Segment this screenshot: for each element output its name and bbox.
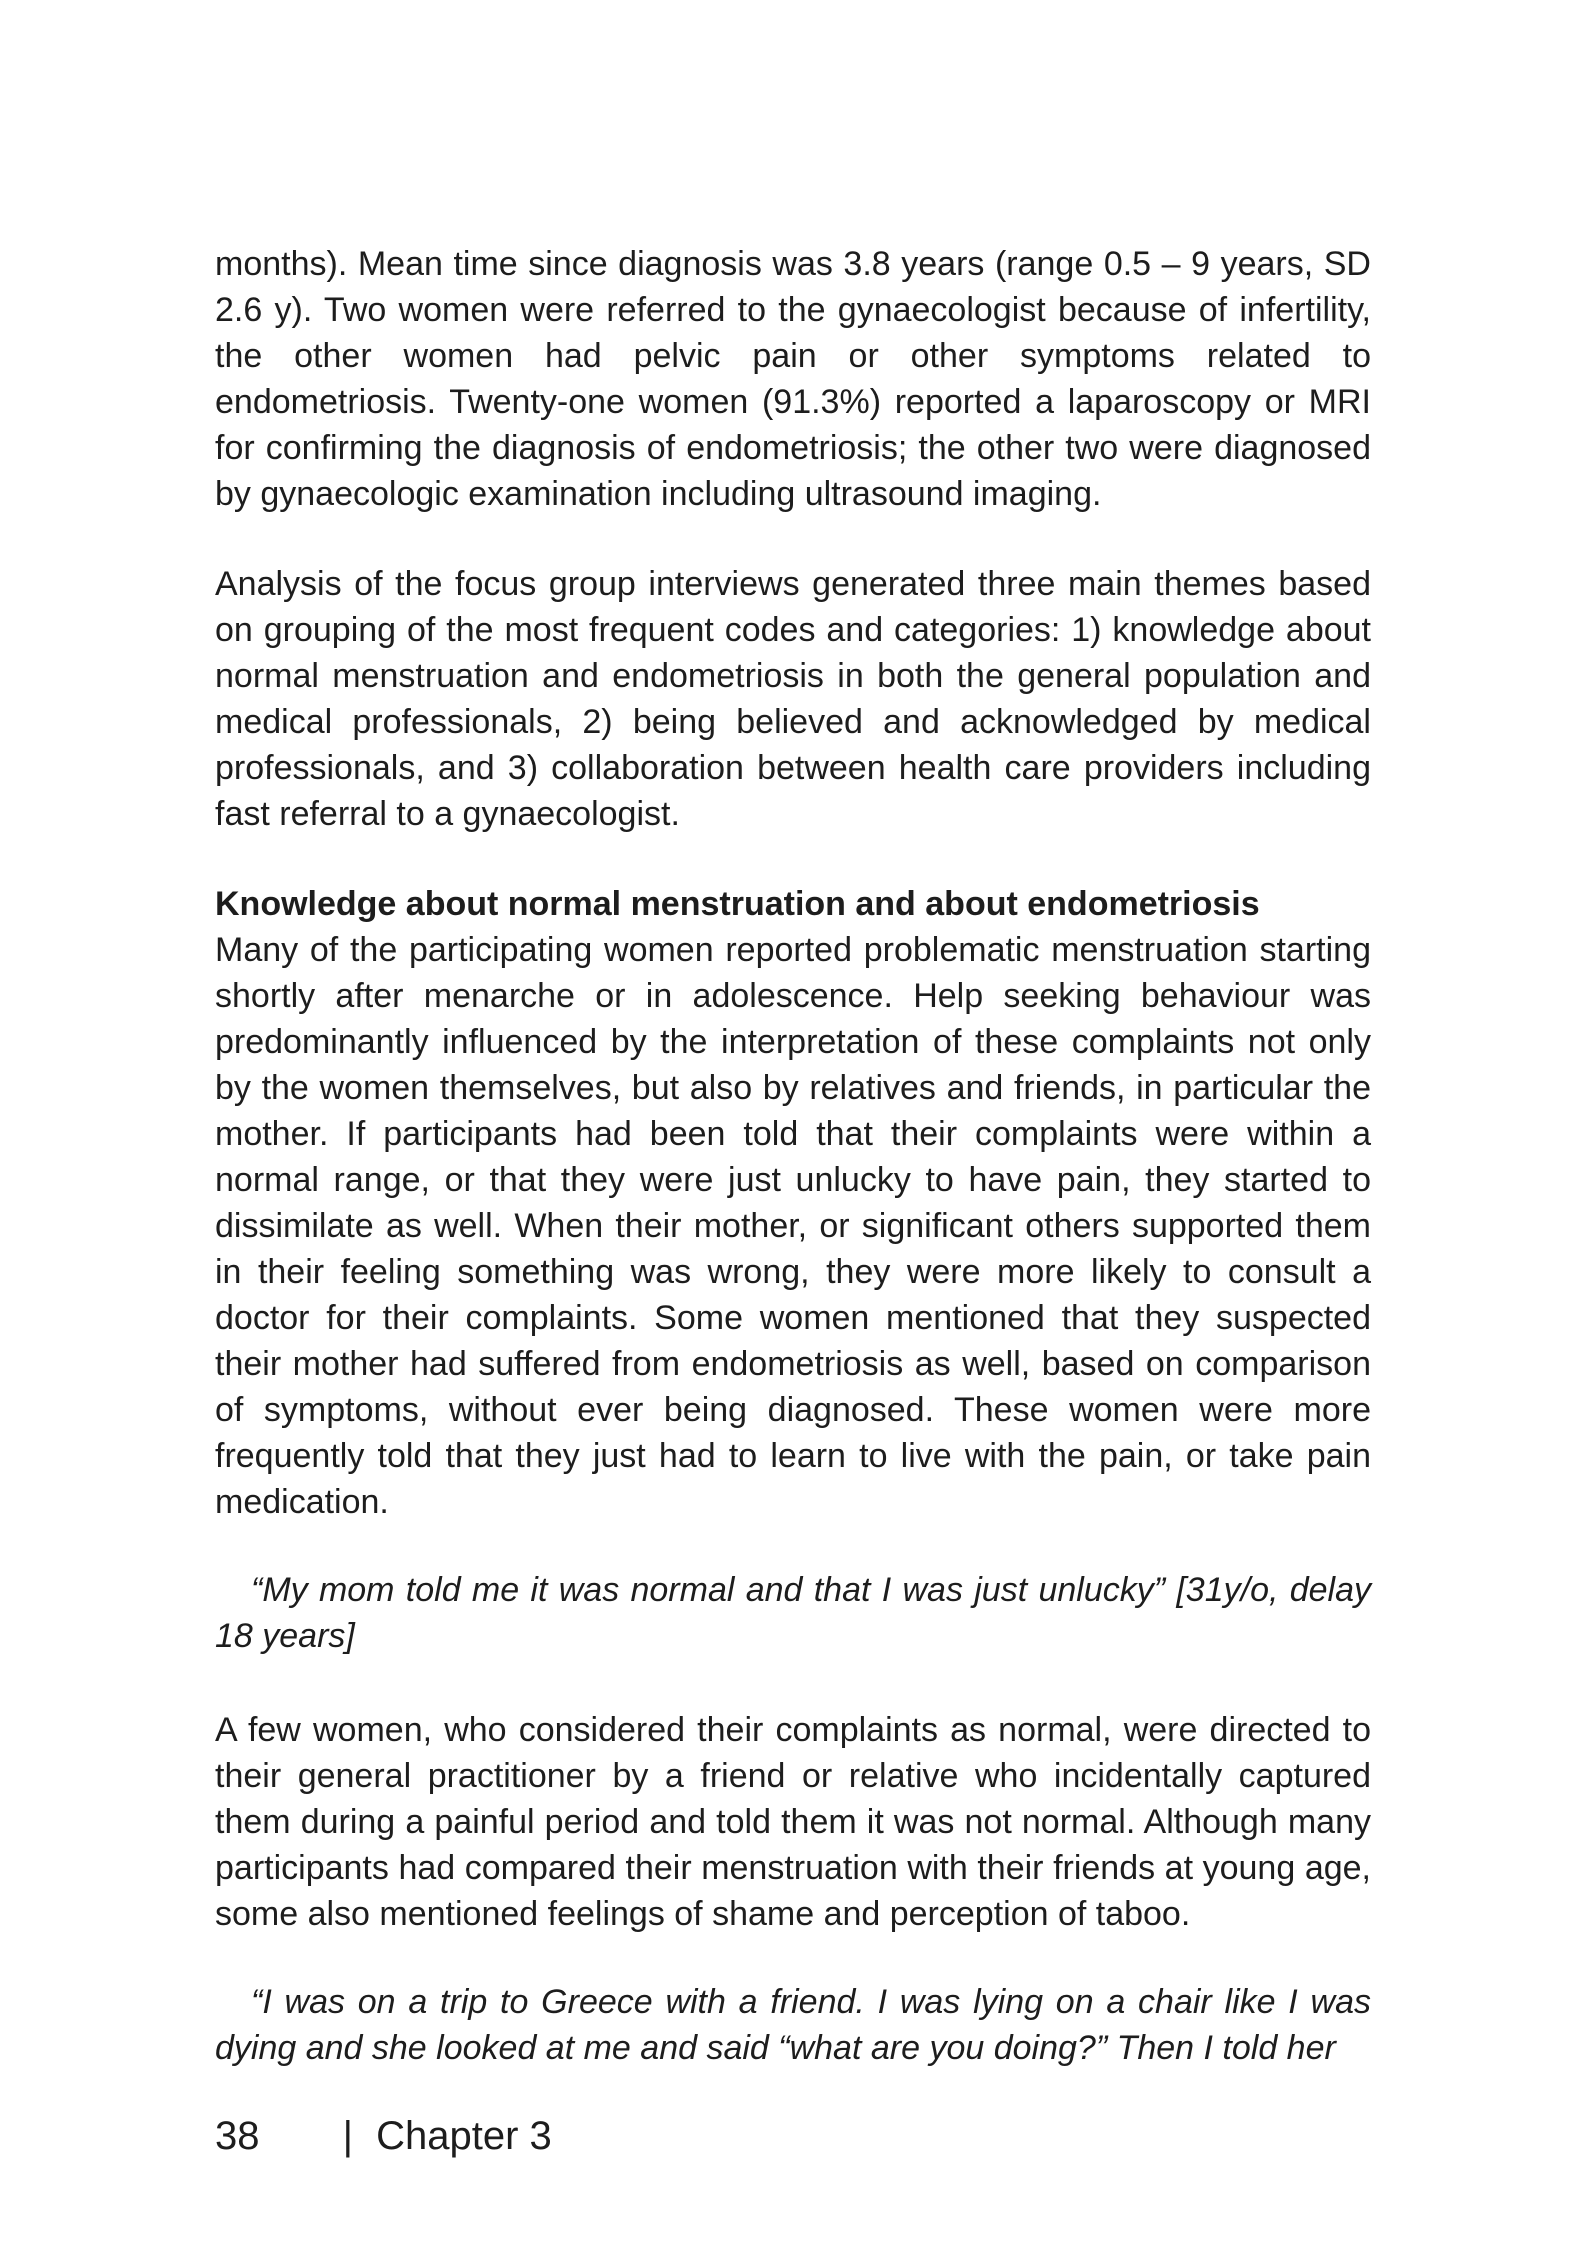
paragraph-help-seeking: Many of the participating women reported problematic menstruation starting shortly after menarche or in adolescence. Help seeking behaviour was predominantly influenced by the interpretation of these complaints not only by the women themselves, but also by relatives and friends, in particular the mother. If participants had been told that their complaints were within a normal range, or that they were just unlucky to have pain, they started to dissimilate as well. When their mother, or significant others supported them in their feeling something was wrong, they were more likely to consult a doctor for their complaints. Some women mentioned that they suspected their mother had suffered from endometriosis as well, based on comparison of symptoms, without ever being diagnosed. These women were more frequently told that they just had to learn to live with the pain, or take pain medication. <box>215 931 1371 1521</box>
page-footer <box>215 2112 552 2160</box>
section-heading-knowledge: Knowledge about normal menstruation and about endometriosis <box>215 885 1260 923</box>
paragraph-analysis-themes: Analysis of the focus group interviews generated three main themes based on grouping of the most frequent codes and categories: 1) knowledge about normal menstruation and endometriosis in both the general population and medical professionals, 2) being believed and acknowledged by medical professionals, and 3) collaboration between health care providers including fast referral to a gynaecologist. <box>215 565 1371 833</box>
quote-my-mom: “My mom told me it was normal and that I was just unlucky” [31y/o, delay 18 years] <box>215 1571 1371 1655</box>
chapter-label: Chapter 3 <box>376 2114 552 2158</box>
quote-trip-greece: “I was on a trip to Greece with a friend. I was lying on a chair like I was dying and she looked at me and said “what are you doing?” Then I told her <box>215 1983 1371 2067</box>
page-number: 38 <box>215 2114 260 2158</box>
paragraph-diagnosis-stats: months). Mean time since diagnosis was 3.8 years (range 0.5 – 9 years, SD 2.6 y). Two women were referred to the gynaecologist because of infertility, the other women had pelvic pain or other symptoms related to endometriosis. Twenty-one women (91.3%) reported a laparoscopy or MRI for confirming the diagnosis of endometriosis; the other two were diagnosed by gynaecologic examination including ultrasound imaging. <box>215 245 1371 513</box>
paragraph-few-women: A few women, who considered their complaints as normal, were directed to their general practitioner by a friend or relative who incidentally captured them during a painful period and told them it was not normal. Although many participants had compared their menstruation with their friends at young age, some also mentioned feelings of shame and perception of taboo. <box>215 1711 1371 1933</box>
page-content <box>215 241 1371 2071</box>
footer-divider: | <box>342 2114 354 2158</box>
